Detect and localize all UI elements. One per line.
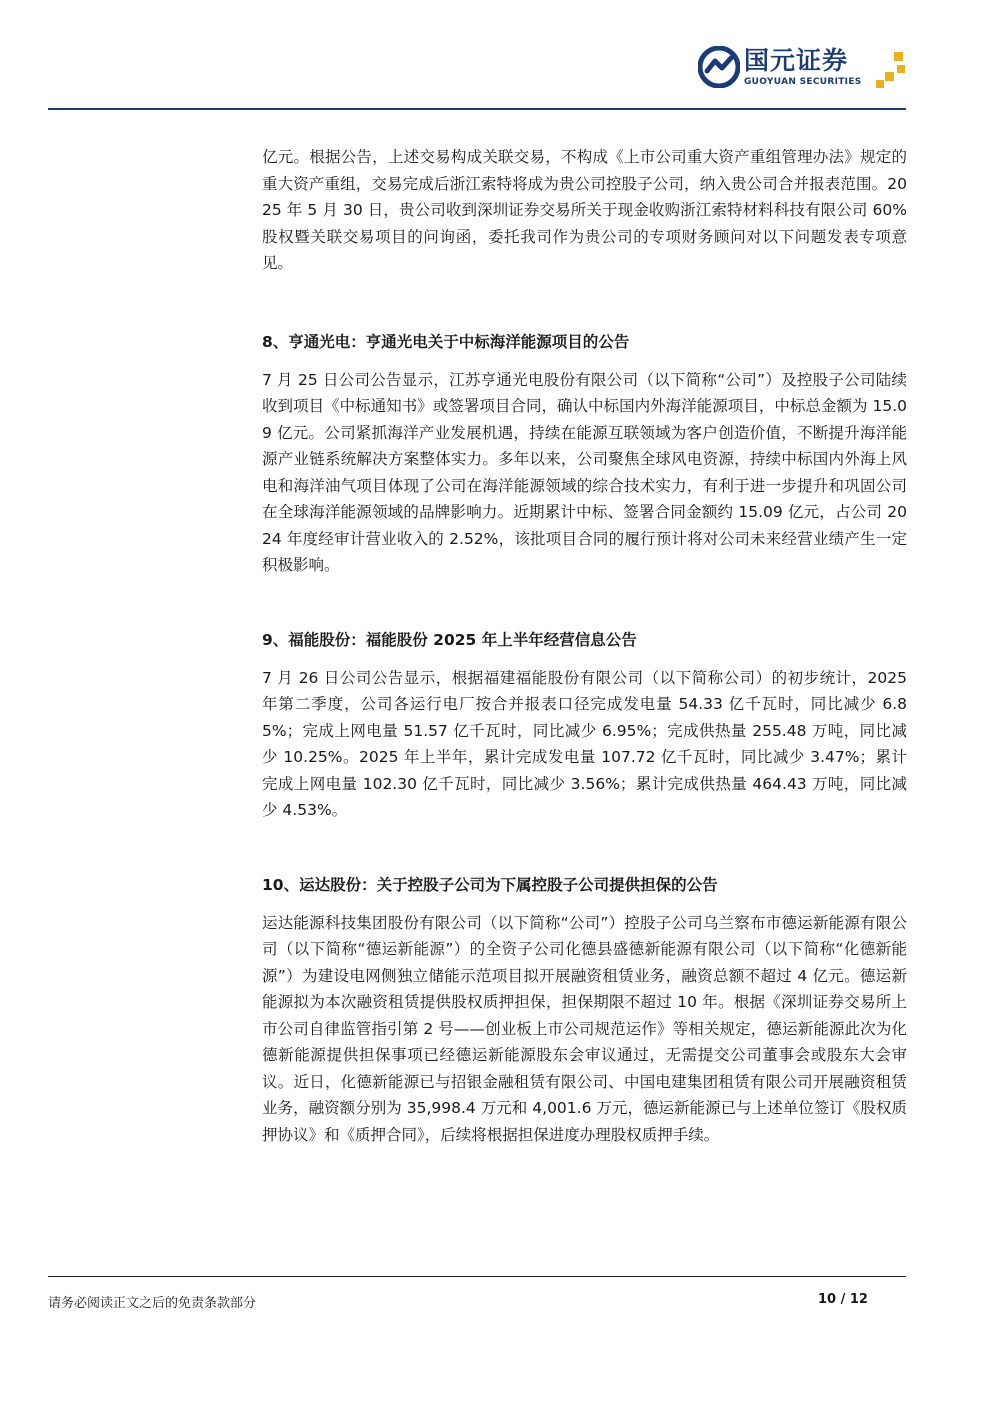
intro-paragraph: 亿元。根据公告，上述交易构成关联交易，不构成《上市公司重大资产重组管理办法》规定的重大资产重组，交易完成后浙江索特将成为贵公司控股子公司，纳入贵公司合并报表范围。2025 年 5 月 30 日，贵公司收到深圳证券交易所关于现金收购浙江索特材料科技有限公司 60%股权暨关联交易项目的问询函，委托我司作为贵公司的专项财务顾问对以下问题发表专项意见。 xyxy=(262,148,907,272)
page-header xyxy=(0,0,1000,112)
brand-name-en: GUOYUAN SECURITIES xyxy=(744,77,862,87)
section-heading: 9、福能股份：福能股份 2025 年上半年经营信息公告 xyxy=(262,630,637,649)
section-heading: 8、亨通光电：亨通光电关于中标海洋能源项目的公告 xyxy=(262,332,630,351)
guoyuan-logo-icon xyxy=(698,46,740,88)
section-body: 运达能源科技集团股份有限公司（以下简称“公司”）控股子公司乌兰察布市德运新能源有限公司（以下简称“德运新能源”）的全资子公司化德县盛德新能源有限公司（以下简称“化德新能源”）为建设电网侧独立储能示范项目拟开展融资租赁业务，融资总额不超过 4 亿元。德运新能源拟为本次融资租赁提供股权质押担保，担保期限不超过 10 年。根据《深圳证券交易所上市公司自律监管指引第 2 号——创业板上市公司规范运作》等相关规定，德运新能源此次为化德新能源提供担保事项已经德运新能源股东会审议通过，无需提交公司董事会或股东大会审议。近日，化德新能源已与招银金融租赁有限公司、中国电建集团租赁有限公司开展融资租赁业务，融资额分别为 35,998.4 万元和 4,001.6 万元，德运新能源已与上述单位签订《股权质押协议》和《质押合同》，后续将根据担保进度办理股权质押手续。 xyxy=(262,913,907,1144)
section-body: 7 月 25 日公司公告显示，江苏亨通光电股份有限公司（以下简称“公司”）及控股子公司陆续收到项目《中标通知书》或签署项目合同，确认中标国内外海洋能源项目，中标总金额为 15.09 亿元。公司紧抓海洋产业发展机遇，持续在能源互联领域为客户创造价值，不断提升海洋能源产业链系统解决方案整体实力。多年以来，公司聚焦全球风电资源，持续中标国内外海上风电和海洋油气项目体现了公司在海洋能源领域的综合技术实力，有利于进一步提升和巩固公司在全球海洋能源领域的品牌影响力。近期累计中标、签署合同金额约 15.09 亿元，占公司 2024 年度经审计营业收入的 2.52%，该批项目合同的履行预计将对公司未来经营业绩产生一定积极影响。 xyxy=(262,370,907,574)
footer-divider xyxy=(48,1276,906,1277)
section-8 xyxy=(262,329,907,579)
section-10 xyxy=(262,872,907,1149)
header-divider xyxy=(48,108,906,110)
footer-disclaimer: 请务必阅读正文之后的免责条款部分 xyxy=(48,1296,257,1311)
brand-name-cn: 国元证券 xyxy=(744,46,849,75)
section-9 xyxy=(262,627,907,824)
main-content xyxy=(262,144,907,1196)
section-body: 7 月 26 日公司公告显示，根据福建福能股份有限公司（以下简称公司）的初步统计，2025 年第二季度，公司各运行电厂按合并报表口径完成发电量 54.33 亿千瓦时，同比减少 6.85%；完成上网电量 51.57 亿千瓦时，同比减少 6.95%；完成供热量 255.48 万吨，同比减少 10.25%。2025 年上半年，累计完成发电量 107.72 亿千瓦时，同比减少 3.47%；累计完成上网电量 102.30 亿千瓦时，同比减少 3.56%；累计完成供热量 464.43 万吨，同比减少 4.53%。 xyxy=(262,668,907,819)
section-heading: 10、运达股份：关于控股子公司为下属控股子公司提供担保的公告 xyxy=(262,875,718,894)
brand-logo xyxy=(698,46,908,96)
brand-accent-icon xyxy=(876,52,908,88)
page-number: 10 / 12 xyxy=(818,1292,868,1307)
